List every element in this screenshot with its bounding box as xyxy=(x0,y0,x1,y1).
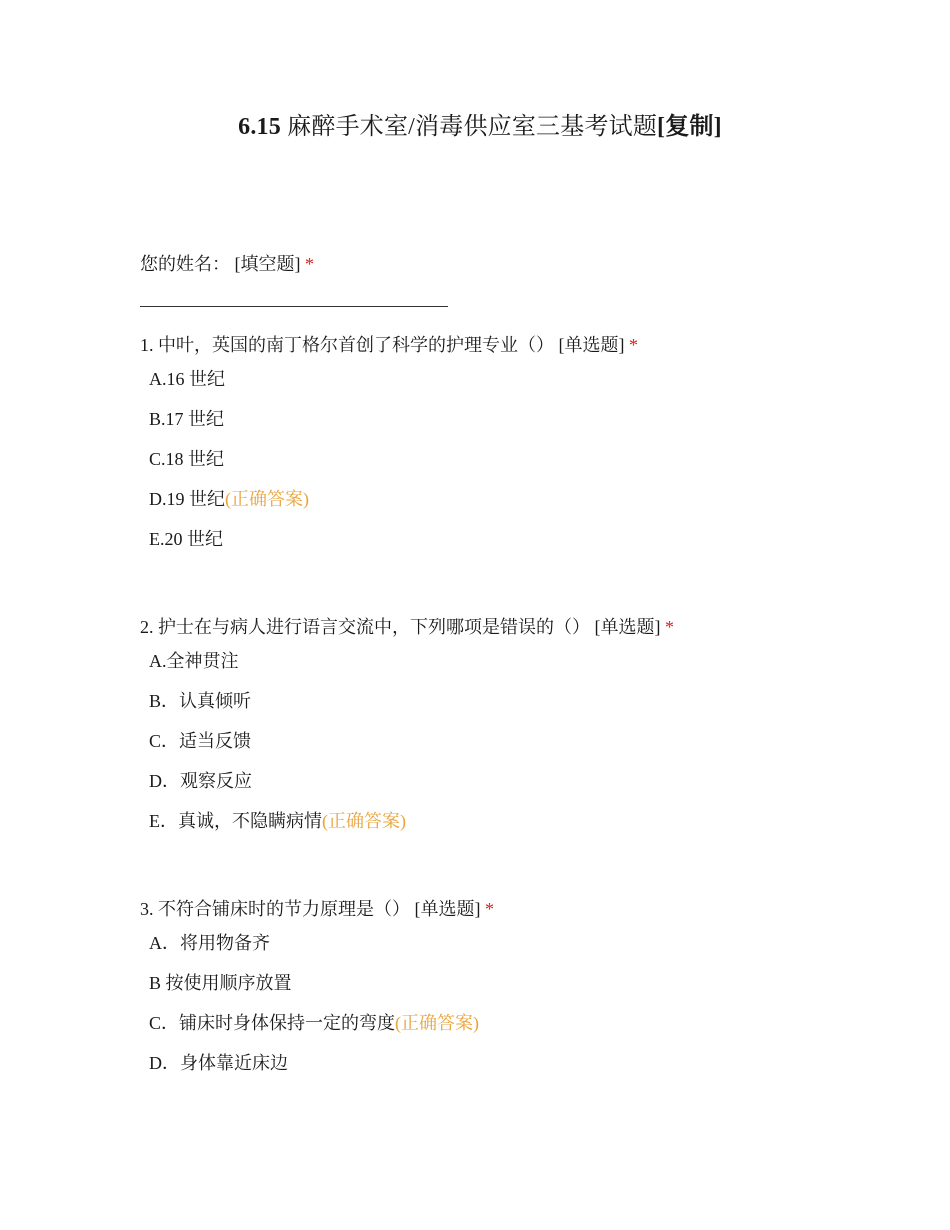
name-question-label: 您的姓名： xyxy=(140,254,230,274)
option-label: A.全神贯注 xyxy=(149,651,239,671)
option-label: C．铺床时身体保持一定的弯度 xyxy=(149,1013,396,1033)
required-mark: * xyxy=(665,617,674,637)
name-fill-line[interactable] xyxy=(140,306,448,307)
option-c[interactable] xyxy=(140,447,638,471)
option-label: C．适当反馈 xyxy=(149,731,252,751)
option-c[interactable] xyxy=(140,729,674,753)
page-title xyxy=(0,112,950,142)
option-a[interactable] xyxy=(140,649,674,673)
option-b[interactable] xyxy=(140,407,638,431)
required-mark: * xyxy=(485,899,494,919)
correct-answer-tag: (正确答案) xyxy=(225,489,309,509)
question-text: 护士在与病人进行语言交流中，下列哪项是错误的（） xyxy=(158,617,590,637)
option-d[interactable] xyxy=(140,487,638,511)
option-label: A.16 世纪 xyxy=(149,369,225,389)
title-number: 6.15 xyxy=(238,114,281,140)
title-text: 麻醉手术室/消毒供应室三基考试题 xyxy=(287,114,658,140)
option-label: C.18 世纪 xyxy=(149,449,225,469)
question-text: 不符合铺床时的节力原理是（） xyxy=(158,899,410,919)
question-2 xyxy=(140,615,674,849)
question-type: [单选题] xyxy=(414,899,481,919)
option-label: B 按使用顺序放置 xyxy=(149,973,292,993)
option-d[interactable] xyxy=(140,1051,494,1075)
question-3 xyxy=(140,897,494,1091)
option-label: A．将用物备齐 xyxy=(149,933,270,953)
option-b[interactable] xyxy=(140,971,494,995)
option-label: E．真诚，不隐瞒病情 xyxy=(149,811,322,831)
question-number: 2. xyxy=(140,617,154,637)
option-label: D.19 世纪 xyxy=(149,489,225,509)
title-suffix: [复制] xyxy=(657,114,722,140)
option-a[interactable] xyxy=(140,931,494,955)
question-1 xyxy=(140,333,638,567)
question-type: [单选题] xyxy=(594,617,661,637)
required-mark: * xyxy=(629,335,638,355)
name-question-type: [填空题] xyxy=(234,254,301,274)
option-c[interactable] xyxy=(140,1011,494,1035)
option-e[interactable] xyxy=(140,809,674,833)
question-type: [单选题] xyxy=(558,335,625,355)
option-a[interactable] xyxy=(140,367,638,391)
option-label: B.17 世纪 xyxy=(149,409,225,429)
option-label: E.20 世纪 xyxy=(149,529,223,549)
option-label: B．认真倾听 xyxy=(149,691,252,711)
option-e[interactable] xyxy=(140,527,638,551)
required-mark: * xyxy=(305,254,314,274)
correct-answer-tag: (正确答案) xyxy=(395,1013,480,1033)
option-d[interactable] xyxy=(140,769,674,793)
option-label: D．身体靠近床边 xyxy=(149,1053,288,1073)
question-number: 1. xyxy=(140,335,154,355)
question-text: 中叶，英国的南丁格尔首创了科学的护理专业（） xyxy=(158,335,554,355)
correct-answer-tag: (正确答案) xyxy=(322,811,406,831)
name-question xyxy=(140,252,314,276)
option-label: D．观察反应 xyxy=(149,771,252,791)
option-b[interactable] xyxy=(140,689,674,713)
question-number: 3. xyxy=(140,899,154,919)
